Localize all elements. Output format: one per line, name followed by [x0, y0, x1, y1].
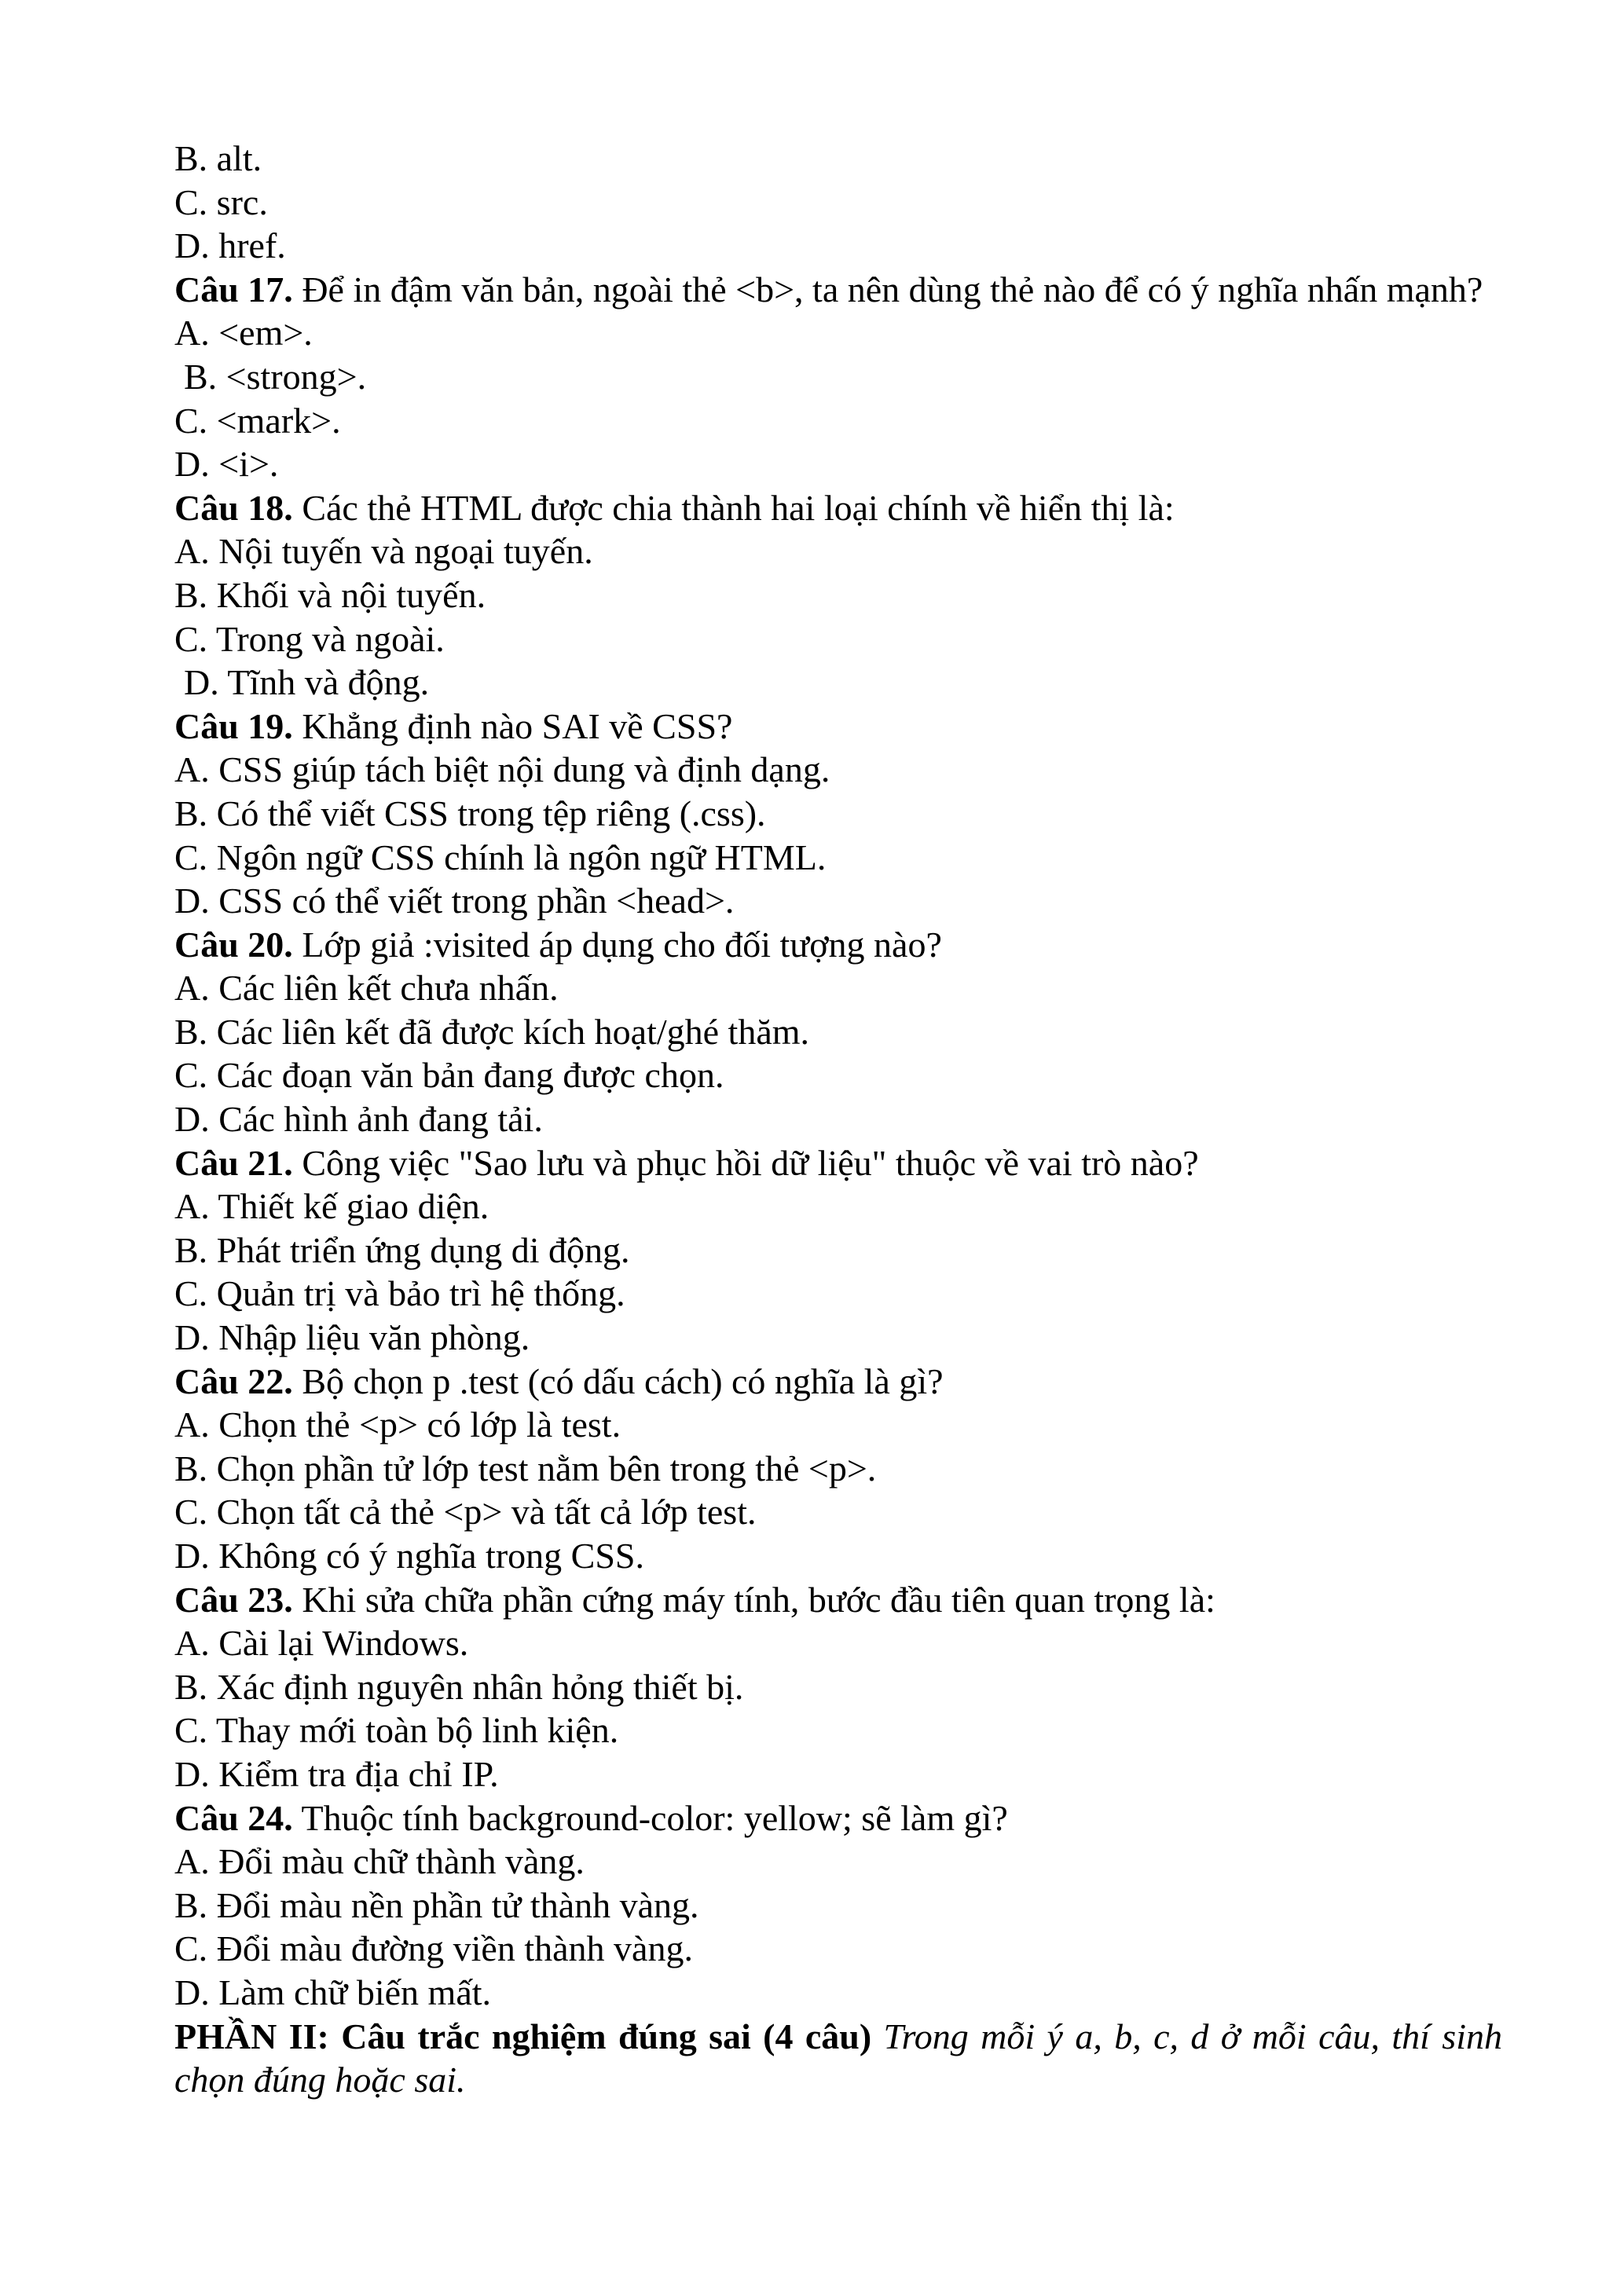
- question-22-text: Bộ chọn p .test (có dấu cách) có nghĩa là gì?: [292, 1360, 944, 1401]
- q20-option-c: C. Các đoạn văn bản đang được chọn.: [174, 1055, 724, 1096]
- question-18: [174, 486, 1502, 530]
- question-17-text: Để in đậm văn bản, ngoài thẻ <b>, ta nên dùng thẻ nào để có ý nghĩa nhấn mạnh?: [292, 269, 1483, 309]
- q22-option-a: A. Chọn thẻ <p> có lớp là test.: [174, 1404, 621, 1445]
- question-19: [174, 705, 1502, 749]
- q22-option-c: C. Chọn tất cả thẻ <p> và tất cả lớp test.: [174, 1492, 757, 1532]
- question-22-label: Câu 22.: [174, 1360, 293, 1401]
- q20-option-d: D. Các hình ảnh đang tải.: [174, 1099, 543, 1140]
- q18-option-b: B. Khối và nội tuyến.: [174, 574, 486, 615]
- question-19-text: Khẳng định nào SAI về CSS?: [292, 705, 733, 746]
- q17-option-d: D. <i>.: [174, 444, 279, 485]
- q19-option-a: A. CSS giúp tách biệt nội dung và định dạng.: [174, 749, 830, 790]
- q16-option-d: D. href.: [174, 225, 286, 266]
- q19-option-d: D. CSS có thể viết trong phần <head>.: [174, 881, 735, 921]
- q20-option-a: A. Các liên kết chưa nhấn.: [174, 968, 559, 1009]
- q18-option-a: A. Nội tuyến và ngoại tuyến.: [174, 531, 593, 572]
- question-17-label: Câu 17.: [174, 269, 293, 309]
- question-20-text: Lớp giả :visited áp dụng cho đối tượng nào?: [292, 924, 942, 965]
- q21-option-a: A. Thiết kế giao diện.: [174, 1186, 489, 1227]
- q23-option-a: A. Cài lại Windows.: [174, 1623, 469, 1664]
- q23-option-b: B. Xác định nguyên nhân hỏng thiết bị.: [174, 1666, 744, 1707]
- question-21-text: Công việc "Sao lưu và phục hồi dữ liệu" thuộc về vai trò nào?: [292, 1142, 1199, 1183]
- section-2-heading: [174, 2015, 1502, 2102]
- q16-option-b: B. alt.: [174, 138, 262, 178]
- question-21-label: Câu 21.: [174, 1142, 293, 1183]
- q21-option-c: C. Quản trị và bảo trì hệ thống.: [174, 1273, 625, 1314]
- question-23: [174, 1578, 1502, 1622]
- question-18-label: Câu 18.: [174, 487, 293, 528]
- q18-option-d: D. Tĩnh và động.: [184, 662, 430, 703]
- q24-option-a: A. Đổi màu chữ thành vàng.: [174, 1841, 585, 1882]
- exam-page: [174, 137, 1502, 2102]
- q18-option-c: C. Trong và ngoài.: [174, 618, 445, 659]
- q19-option-c: C. Ngôn ngữ CSS chính là ngôn ngữ HTML.: [174, 837, 827, 877]
- q17-option-b: B. <strong>.: [184, 356, 367, 397]
- question-24-text: Thuộc tính background-color: yellow; sẽ làm gì?: [292, 1797, 1008, 1838]
- question-18-text: Các thẻ HTML được chia thành hai loại chính về hiển thị là:: [292, 487, 1175, 528]
- question-24: [174, 1796, 1502, 1840]
- q24-option-c: C. Đổi màu đường viền thành vàng.: [174, 1928, 693, 1969]
- question-17: [174, 268, 1502, 312]
- question-20: [174, 923, 1502, 967]
- q23-option-c: C. Thay mới toàn bộ linh kiện.: [174, 1710, 619, 1751]
- q21-option-b: B. Phát triển ứng dụng di động.: [174, 1229, 630, 1270]
- q19-option-b: B. Có thể viết CSS trong tệp riêng (.css).: [174, 793, 766, 833]
- question-22: [174, 1360, 1502, 1404]
- q22-option-b: B. Chọn phần tử lớp test nằm bên trong thẻ <p>.: [174, 1448, 877, 1489]
- q17-option-c: C. <mark>.: [174, 400, 341, 441]
- q24-option-b: B. Đổi màu nền phần tử thành vàng.: [174, 1884, 699, 1925]
- question-21: [174, 1141, 1502, 1185]
- q20-option-b: B. Các liên kết đã được kích hoạt/ghé thăm.: [174, 1011, 810, 1052]
- q21-option-d: D. Nhập liệu văn phòng.: [174, 1317, 530, 1358]
- question-20-label: Câu 20.: [174, 924, 293, 965]
- question-24-label: Câu 24.: [174, 1797, 293, 1838]
- question-23-text: Khi sửa chữa phần cứng máy tính, bước đầu tiên quan trọng là:: [292, 1579, 1215, 1620]
- section-2-title: PHẦN II: Câu trắc nghiệm đúng sai (4 câu): [174, 2016, 872, 2056]
- section-2-instruction: Trong mỗi ý a, b, c, d ở mỗi câu, thí sinh chọn đúng hoặc sai.: [174, 2016, 1502, 2100]
- q24-option-d: D. Làm chữ biến mất.: [174, 1972, 492, 2012]
- question-19-label: Câu 19.: [174, 705, 293, 746]
- question-23-label: Câu 23.: [174, 1579, 293, 1620]
- q22-option-d: D. Không có ý nghĩa trong CSS.: [174, 1536, 644, 1576]
- q17-option-a: A. <em>.: [174, 313, 313, 353]
- q16-option-c: C. src.: [174, 181, 268, 222]
- q23-option-d: D. Kiểm tra địa chỉ IP.: [174, 1753, 499, 1794]
